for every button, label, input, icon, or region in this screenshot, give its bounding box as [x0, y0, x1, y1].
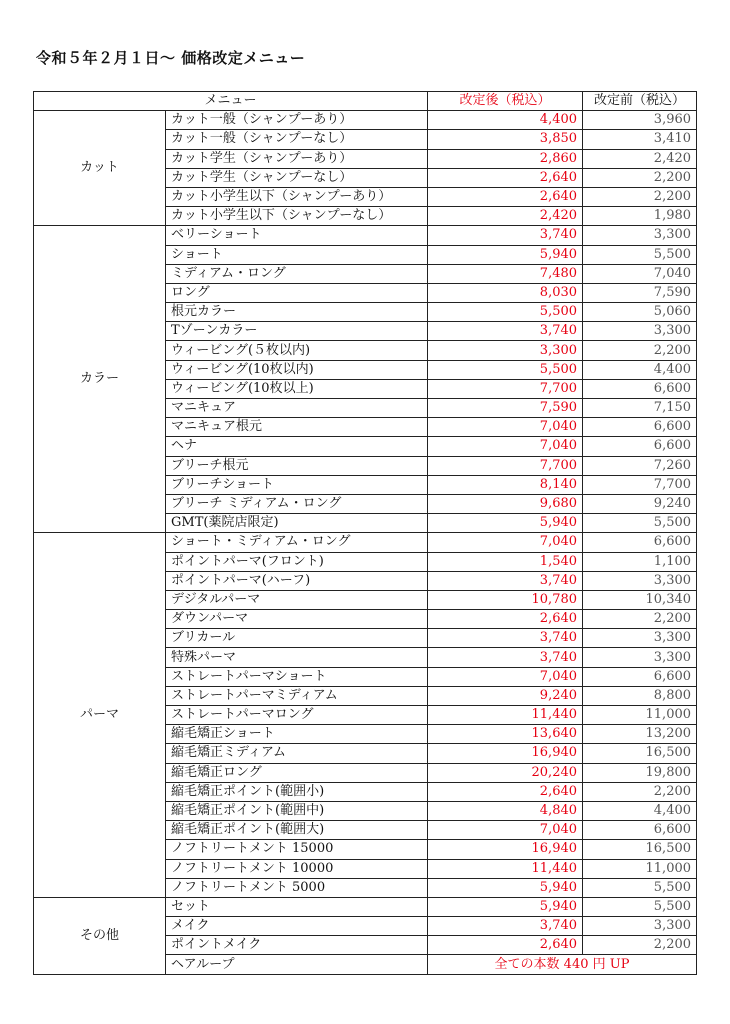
- old-price: 10,340: [583, 590, 697, 609]
- new-price: 2,640: [428, 936, 583, 955]
- new-price: 13,640: [428, 725, 583, 744]
- menu-item-name: カット小学生以下（シャンプーあり）: [166, 187, 428, 206]
- menu-item-name: 特殊パーマ: [166, 648, 428, 667]
- new-price: 7,700: [428, 456, 583, 475]
- old-price: 3,300: [583, 917, 697, 936]
- new-price: 8,030: [428, 283, 583, 302]
- old-price: 11,000: [583, 859, 697, 878]
- new-price: 3,850: [428, 130, 583, 149]
- new-price: 3,740: [428, 648, 583, 667]
- new-price: 10,780: [428, 590, 583, 609]
- new-price: 2,640: [428, 168, 583, 187]
- new-price: 5,940: [428, 245, 583, 264]
- old-price: 6,600: [583, 821, 697, 840]
- header-menu: メニュー: [34, 92, 428, 111]
- category-cell: カラー: [34, 226, 166, 533]
- new-price: 3,740: [428, 917, 583, 936]
- menu-body: [34, 111, 697, 974]
- table-row: [34, 533, 697, 552]
- menu-item-name: カット学生（シャンプーなし）: [166, 168, 428, 187]
- new-price: 11,440: [428, 859, 583, 878]
- new-price: 3,740: [428, 571, 583, 590]
- new-price: 7,040: [428, 533, 583, 552]
- old-price: 1,100: [583, 552, 697, 571]
- old-price: 1,980: [583, 207, 697, 226]
- new-price: 1,540: [428, 552, 583, 571]
- menu-item-name: セット: [166, 897, 428, 916]
- old-price: 3,300: [583, 648, 697, 667]
- old-price: 6,600: [583, 418, 697, 437]
- new-price: 2,640: [428, 187, 583, 206]
- menu-item-name: ポイントメイク: [166, 936, 428, 955]
- old-price: 4,400: [583, 801, 697, 820]
- old-price: 4,400: [583, 360, 697, 379]
- old-price: 3,300: [583, 571, 697, 590]
- old-price: 9,240: [583, 494, 697, 513]
- new-price: 8,140: [428, 475, 583, 494]
- old-price: 5,500: [583, 245, 697, 264]
- menu-item-name: カット一般（シャンプーなし）: [166, 130, 428, 149]
- menu-item-name: 根元カラー: [166, 303, 428, 322]
- menu-item-name: 縮毛矯正ショート: [166, 725, 428, 744]
- old-price: 7,150: [583, 399, 697, 418]
- menu-item-name: カット学生（シャンプーあり）: [166, 149, 428, 168]
- new-price: 3,300: [428, 341, 583, 360]
- menu-item-name: ヘナ: [166, 437, 428, 456]
- table-row: [34, 897, 697, 916]
- menu-item-name: ポイントパーマ(ハーフ): [166, 571, 428, 590]
- menu-item-name: 縮毛矯正ポイント(範囲大): [166, 821, 428, 840]
- menu-item-name: Tゾーンカラー: [166, 322, 428, 341]
- old-price: 3,960: [583, 111, 697, 130]
- new-price: 5,500: [428, 303, 583, 322]
- category-cell: パーマ: [34, 533, 166, 898]
- old-price: 6,600: [583, 437, 697, 456]
- menu-item-name: ノフトリートメント 5000: [166, 878, 428, 897]
- menu-item-name: カット小学生以下（シャンプーなし）: [166, 207, 428, 226]
- old-price: 7,040: [583, 264, 697, 283]
- menu-item-name: ウィービング(10枚以上): [166, 379, 428, 398]
- new-price: 3,740: [428, 226, 583, 245]
- new-price: 11,440: [428, 706, 583, 725]
- new-price: 7,480: [428, 264, 583, 283]
- old-price: 3,300: [583, 322, 697, 341]
- menu-item-name: ブリーチショート: [166, 475, 428, 494]
- old-price: 2,420: [583, 149, 697, 168]
- new-price: 7,700: [428, 379, 583, 398]
- menu-item-name: デジタルパーマ: [166, 590, 428, 609]
- menu-item-name: ミディアム・ロング: [166, 264, 428, 283]
- table-row: [34, 111, 697, 130]
- menu-item-name: 縮毛矯正ロング: [166, 763, 428, 782]
- old-price: 7,260: [583, 456, 697, 475]
- old-price: 2,200: [583, 168, 697, 187]
- old-price: 5,500: [583, 897, 697, 916]
- price-note: 全ての本数 440 円 UP: [428, 955, 697, 974]
- new-price: 5,940: [428, 878, 583, 897]
- menu-item-name: ポイントパーマ(フロント): [166, 552, 428, 571]
- new-price: 5,940: [428, 897, 583, 916]
- menu-item-name: マニキュア: [166, 399, 428, 418]
- old-price: 6,600: [583, 379, 697, 398]
- old-price: 16,500: [583, 840, 697, 859]
- old-price: 2,200: [583, 782, 697, 801]
- page-title: 令和５年２月１日〜 価格改定メニュー: [36, 49, 306, 67]
- new-price: 7,040: [428, 667, 583, 686]
- old-price: 7,700: [583, 475, 697, 494]
- new-price: 2,860: [428, 149, 583, 168]
- old-price: 2,200: [583, 936, 697, 955]
- old-price: 13,200: [583, 725, 697, 744]
- new-price: 20,240: [428, 763, 583, 782]
- menu-item-name: カット一般（シャンプーあり）: [166, 111, 428, 130]
- old-price: 7,590: [583, 283, 697, 302]
- menu-item-name: ブリーチ ミディアム・ロング: [166, 494, 428, 513]
- new-price: 5,500: [428, 360, 583, 379]
- menu-item-name: ウィービング(５枚以内): [166, 341, 428, 360]
- old-price: 19,800: [583, 763, 697, 782]
- old-price: 5,500: [583, 878, 697, 897]
- menu-item-name: ノフトリートメント 10000: [166, 859, 428, 878]
- menu-item-name: ストレートパーマショート: [166, 667, 428, 686]
- new-price: 4,840: [428, 801, 583, 820]
- old-price: 6,600: [583, 667, 697, 686]
- menu-item-name: 縮毛矯正ミディアム: [166, 744, 428, 763]
- menu-item-name: ウィービング(10枚以内): [166, 360, 428, 379]
- old-price: 5,060: [583, 303, 697, 322]
- menu-item-name: ヘアループ: [166, 955, 428, 974]
- table-row: [34, 226, 697, 245]
- menu-item-name: メイク: [166, 917, 428, 936]
- old-price: 2,200: [583, 187, 697, 206]
- menu-item-name: マニキュア根元: [166, 418, 428, 437]
- old-price: 5,500: [583, 514, 697, 533]
- new-price: 9,240: [428, 686, 583, 705]
- menu-item-name: ブリーチ根元: [166, 456, 428, 475]
- old-price: 3,410: [583, 130, 697, 149]
- new-price: 9,680: [428, 494, 583, 513]
- new-price: 16,940: [428, 744, 583, 763]
- old-price: 2,200: [583, 610, 697, 629]
- new-price: 3,740: [428, 629, 583, 648]
- new-price: 7,040: [428, 418, 583, 437]
- menu-item-name: ロング: [166, 283, 428, 302]
- old-price: 8,800: [583, 686, 697, 705]
- new-price: 16,940: [428, 840, 583, 859]
- menu-item-name: 縮毛矯正ポイント(範囲中): [166, 801, 428, 820]
- price-menu-table: [33, 91, 697, 975]
- old-price: 2,200: [583, 341, 697, 360]
- new-price: 7,040: [428, 437, 583, 456]
- menu-item-name: ベリーショート: [166, 226, 428, 245]
- header-new-price: 改定後（税込）: [428, 92, 583, 111]
- menu-item-name: ショート・ミディアム・ロング: [166, 533, 428, 552]
- old-price: 6,600: [583, 533, 697, 552]
- menu-item-name: ダウンパーマ: [166, 610, 428, 629]
- old-price: 11,000: [583, 706, 697, 725]
- menu-item-name: ショート: [166, 245, 428, 264]
- new-price: 4,400: [428, 111, 583, 130]
- header-old-price: 改定前（税込）: [583, 92, 697, 111]
- menu-item-name: ストレートパーマミディアム: [166, 686, 428, 705]
- menu-item-name: ノフトリートメント 15000: [166, 840, 428, 859]
- menu-item-name: ストレートパーマロング: [166, 706, 428, 725]
- menu-item-name: GMT(薬院店限定): [166, 514, 428, 533]
- menu-item-name: 縮毛矯正ポイント(範囲小): [166, 782, 428, 801]
- menu-item-name: ブリカール: [166, 629, 428, 648]
- new-price: 2,420: [428, 207, 583, 226]
- new-price: 3,740: [428, 322, 583, 341]
- old-price: 3,300: [583, 629, 697, 648]
- new-price: 7,590: [428, 399, 583, 418]
- old-price: 16,500: [583, 744, 697, 763]
- new-price: 2,640: [428, 610, 583, 629]
- category-cell: その他: [34, 897, 166, 974]
- old-price: 3,300: [583, 226, 697, 245]
- new-price: 7,040: [428, 821, 583, 840]
- new-price: 2,640: [428, 782, 583, 801]
- new-price: 5,940: [428, 514, 583, 533]
- category-cell: カット: [34, 111, 166, 226]
- header-row: [34, 92, 697, 111]
